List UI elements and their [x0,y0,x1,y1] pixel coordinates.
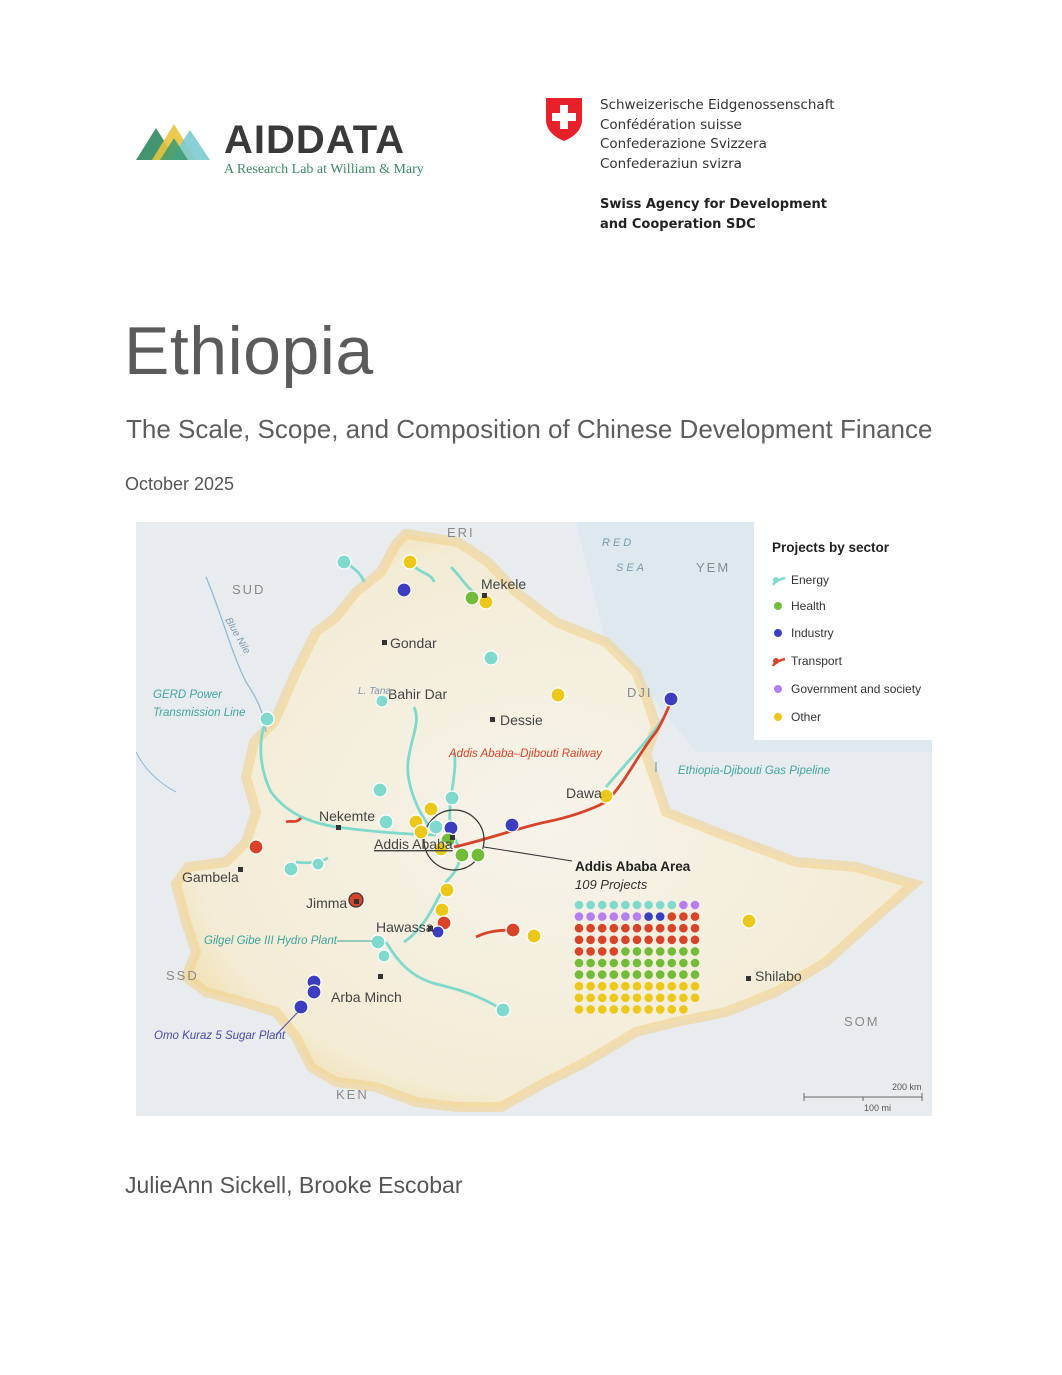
waffle-dot [575,994,584,1003]
agency-line: and Cooperation SDC [600,217,756,232]
waffle-dot [598,959,607,968]
waffle-dot [644,912,653,921]
waffle-dot [668,970,677,979]
waffle-dot [668,1005,677,1014]
waffle-dot [621,1005,630,1014]
waffle-dot [668,924,677,933]
report-title: Ethiopia [124,313,374,389]
waffle-dot [691,982,700,991]
lake-label: L. Tana [358,686,391,697]
city-label: Bahir Dar [388,686,448,702]
waffle-dot [610,947,619,956]
gerd-label-line2: Transmission Line [153,707,246,719]
waffle-dot [575,1005,584,1014]
waffle-dot [586,959,595,968]
legend-item-transport [772,651,842,671]
legend-label: Transport [791,654,842,668]
legend-item-government [772,679,921,699]
railway-label: Addis Ababa–Djibouti Railway [449,748,602,760]
country-label: SOM [844,1014,880,1029]
waffle-dot [610,959,619,968]
country-label: ERI [447,525,475,540]
swiss-confederation-names [600,96,835,174]
waffle-dot [656,936,665,945]
waffle-dot [656,1005,665,1014]
waffle-dot [679,970,688,979]
waffle-dot [691,936,700,945]
waffle-dot [656,959,665,968]
swiss-line: Confederazione Svizzera [600,136,767,152]
legend-label: Industry [791,626,834,640]
waffle-dot [644,936,653,945]
waffle-dot [598,947,607,956]
waffle-dot [668,912,677,921]
waffle-dot [610,970,619,979]
waffle-dot [644,982,653,991]
waffle-dot [586,901,595,910]
omo-label: Omo Kuraz 5 Sugar Plant [154,1030,286,1042]
waffle-dot [668,982,677,991]
industry-dot-icon [774,629,782,637]
sea-label: RED [602,537,635,549]
agency-line: Swiss Agency for Development [600,197,827,212]
waffle-dot [691,994,700,1003]
waffle-dot [644,1005,653,1014]
legend-item-health [772,596,826,616]
waffle-dot [656,970,665,979]
waffle-dot [598,936,607,945]
waffle-dot [610,912,619,921]
waffle-dot [586,912,595,921]
country-label: YEM [696,560,731,575]
waffle-dot [598,901,607,910]
waffle-dot [575,924,584,933]
waffle-dot [644,970,653,979]
waffle-dot [575,901,584,910]
city-label: Gondar [390,635,437,651]
waffle-dot [679,994,688,1003]
waffle-dot [668,936,677,945]
waffle-dot [621,936,630,945]
waffle-dot [598,994,607,1003]
city-label: Arba Minch [331,989,402,1005]
scale-mi: 100 mi [864,1103,892,1113]
energy-line-icon [772,575,786,585]
aiddata-mountains-icon [136,122,216,162]
scale-km: 200 km [892,1082,922,1092]
waffle-dot [668,947,677,956]
waffle-dot [633,959,642,968]
transport-line-icon [772,656,786,666]
waffle-dot [644,959,653,968]
waffle-dot [679,936,688,945]
aiddata-tagline: A Research Lab at William & Mary [224,162,424,177]
government-dot-icon [774,685,782,693]
city-label: Shilabo [755,968,802,984]
swiss-shield-icon [544,96,584,142]
waffle-dot [586,924,595,933]
waffle-dot [598,912,607,921]
waffle-dot [633,982,642,991]
city-label: Dawa [566,785,602,801]
waffle-dot [656,924,665,933]
waffle-dot [656,982,665,991]
gilgel-label: Gilgel Gibe III Hydro Plant [204,935,337,947]
legend-label: Government and society [791,682,922,696]
waffle-dot [575,982,584,991]
addis-area-count: 109 Projects [575,877,648,892]
pipeline-label: Ethiopia-Djibouti Gas Pipeline [678,765,831,777]
waffle-dot [575,970,584,979]
waffle-dot [668,901,677,910]
waffle-dot [644,947,653,956]
waffle-dot [621,994,630,1003]
legend-label: Energy [791,573,830,587]
waffle-dot [621,947,630,956]
country-label: DJI [627,685,653,700]
legend-item-industry [772,623,834,643]
waffle-dot [633,1005,642,1014]
country-label: KEN [336,1087,369,1102]
waffle-dot [656,994,665,1003]
waffle-dot [610,924,619,933]
waffle-dot [610,1005,619,1014]
aiddata-name: AIDDATA [224,118,406,162]
report-authors: JulieAnn Sickell, Brooke Escobar [125,1172,463,1198]
waffle-dot [691,901,700,910]
waffle-dot [644,901,653,910]
report-subtitle: The Scale, Scope, and Composition of Chinese Development Finance [126,414,933,444]
waffle-dot [621,970,630,979]
waffle-dot [679,924,688,933]
swiss-line: Confederaziun svizra [600,155,742,172]
report-date: October 2025 [125,474,235,494]
waffle-dot [575,936,584,945]
waffle-dot [691,970,700,979]
map-legend [754,522,932,740]
waffle-dot [644,924,653,933]
swiss-line: Schweizerische Eidgenossenschaft [600,97,835,113]
legend-item-other [772,707,821,727]
waffle-dot [575,947,584,956]
city-label: Mekele [481,576,527,592]
aiddata-logo [136,118,456,188]
other-dot-icon [774,713,782,721]
waffle-dot [610,936,619,945]
waffle-dot [621,959,630,968]
city-label: Addis Ababa [374,836,453,852]
sea-label: SEA [616,562,648,574]
legend-item-energy [772,570,829,590]
waffle-dot [691,924,700,933]
waffle-dot [586,1005,595,1014]
country-label: SUD [232,582,266,597]
swiss-line: Confédération suisse [600,116,742,133]
health-dot-icon [774,602,782,610]
waffle-dot [679,912,688,921]
city-label: Dessie [500,712,543,728]
waffle-dot [586,936,595,945]
waffle-dot [668,959,677,968]
gerd-label-line1: GERD Power [153,689,223,701]
waffle-dot [575,912,584,921]
waffle-dot [621,901,630,910]
waffle-dot [679,901,688,910]
city-label: Jimma [306,895,348,911]
waffle-dot [691,947,700,956]
waffle-dot [610,994,619,1003]
waffle-dot [633,912,642,921]
legend-title: Projects by sector [772,540,890,555]
waffle-dot [668,994,677,1003]
waffle-dot [633,947,642,956]
waffle-dot [679,959,688,968]
waffle-dot [586,947,595,956]
waffle-dot [598,924,607,933]
waffle-dot [610,982,619,991]
waffle-dot [633,924,642,933]
waffle-dot [656,947,665,956]
legend-label: Other [791,710,822,724]
country-label: SSD [166,968,199,983]
waffle-dot [586,994,595,1003]
ethiopia-projects-map [136,522,932,1116]
waffle-dot [679,947,688,956]
waffle-dot [598,1005,607,1014]
waffle-dot [633,970,642,979]
waffle-dot [679,982,688,991]
waffle-dot [691,912,700,921]
addis-area-title: Addis Ababa Area [575,859,691,874]
waffle-dot [679,1005,688,1014]
waffle-dot [633,936,642,945]
waffle-dot [633,901,642,910]
waffle-dot [586,982,595,991]
waffle-dot [656,901,665,910]
swiss-agency-name [600,195,860,235]
waffle-dot [621,982,630,991]
city-label: Gambela [182,869,239,885]
city-label: Nekemte [319,808,376,824]
waffle-dot [621,924,630,933]
river-label: Blue Nile [222,615,253,656]
city-label: Hawassa [376,919,434,935]
waffle-dot [644,994,653,1003]
waffle-dot [691,959,700,968]
waffle-dot [610,901,619,910]
waffle-dot [575,959,584,968]
waffle-dot [598,970,607,979]
waffle-dot [633,994,642,1003]
waffle-dot [586,970,595,979]
waffle-dot [656,912,665,921]
swiss-sdc-logo [544,96,864,236]
legend-label: Health [791,599,826,613]
waffle-dot [621,912,630,921]
waffle-dot [598,982,607,991]
